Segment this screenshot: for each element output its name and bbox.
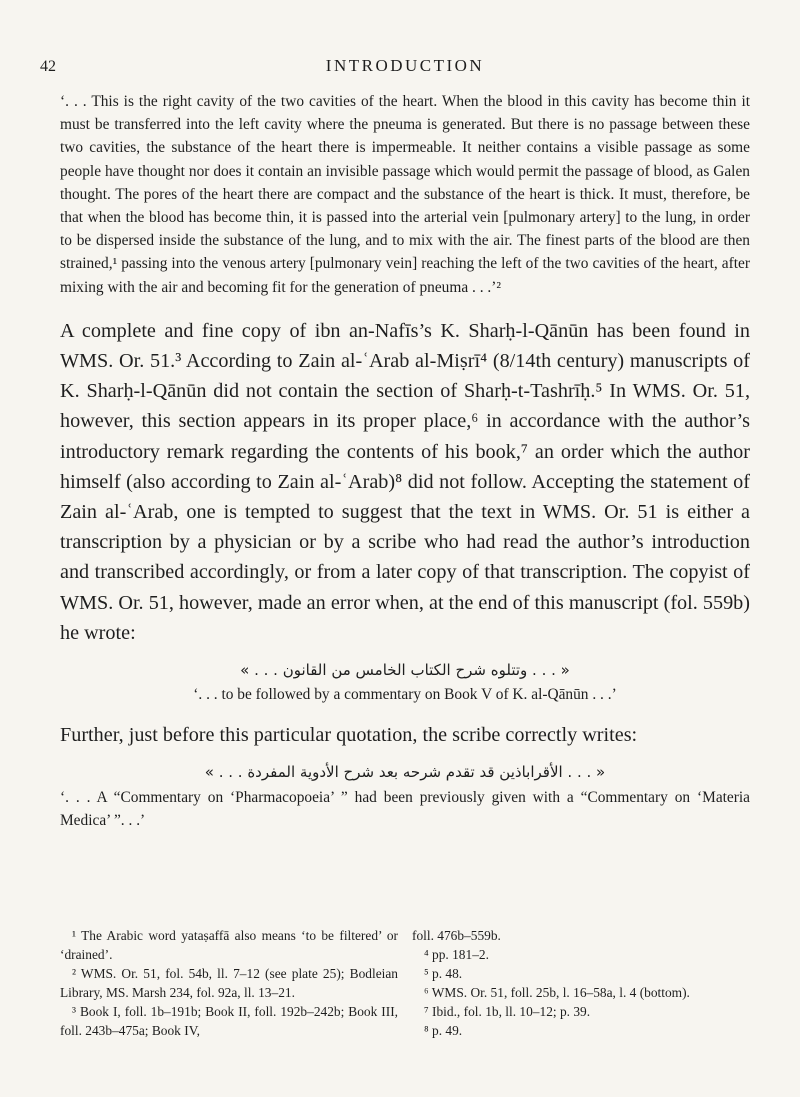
further-paragraph: Further, just before this particular quotation, the scribe correctly writes: xyxy=(60,724,638,747)
page-body xyxy=(40,52,750,833)
footnote-2: ² WMS. Or. 51, fol. 54b, ll. 7–12 (see plate 25); Bodleian Library, MS. Marsh 234, fol. 92a, ll. 13–21. xyxy=(60,966,398,1000)
running-head: INTRODUCTION xyxy=(325,56,485,75)
translation-2: ‘. . . A “Commentary on ‘Pharmacopoeia’ ” had been previously given with a “Commentary on ‘Materia Medica’ ”. . .’ xyxy=(60,789,750,830)
footnote-3: ³ Book I, foll. 1b–191b; Book II, foll. 192b–242b; Book III, foll. 243b–475a; Book IV, xyxy=(60,1004,398,1038)
main-paragraph-text: A complete and fine copy of ibn an-Nafīs’s K. Sharḥ-l-Qānūn has been found in WMS. Or. 51.³ According to Zain al-ʿArab al-Miṣrī⁴ (8/14th century) manuscripts of K. Sharḥ-l-Qānūn did not contain the section of Sharḥ-t-Tashrīḥ.⁵ In WMS. Or. 51, however, this section appears in its proper place,⁶ in accordance with the author’s introductory remark regarding the contents of his book,⁷ an order which the author himself (also according to Zain al-ʿArab)⁸ did not follow. Accepting the statement of Zain al-ʿArab, one is tempted to suggest that the text in WMS. Or. 51 is either a transcription by a physician or by a scribe who had read the author’s introduction and transcribed accordingly, or from a later copy of that transcription. The copyist of WMS. Or. 51, however, made an error when, at the end of this manuscript (fol. 559b) he wrote: xyxy=(60,319,750,644)
footnotes xyxy=(60,926,750,1040)
main-paragraph xyxy=(60,316,750,648)
quote-block: ‘. . . This is the right cavity of the two cavities of the heart. When the blood in this cavity has become thin it must be transferred into the left cavity where the pneuma is generated. But there is no passage between these two cavities, the substance of the heart there is impermeable. It neither contains a visible passage as some people have thought nor does it contain an invisible passage which would permit the passage of blood, as Galen thought. The pores of the heart there are compact and the substance of the heart is thick. It must, therefore, be that when the blood has become thin, it is passed into the arterial vein [pulmonary artery] to the lung, in order to be dispersed inside the substance of the lung, and to mix with the air. The finest parts of the blood are then strained,¹ passing into the venous artery [pulmonary vein] reaching the left of the two cavities of the heart, after mixing with the air and becoming fit for the generation of pneuma . . .’² xyxy=(60,93,750,296)
arabic-quotation-1: « . . . وتتلوه شرح الكتاب الخامس من القانون . . . » xyxy=(240,661,570,680)
footnote-8: ⁸ p. 49. xyxy=(424,1023,463,1038)
arabic-quotation-2: « . . . الأقراباذين قد تقدم شرحه بعد شرح الأدوية المفردة . . . » xyxy=(204,763,606,782)
footnote-4: ⁴ pp. 181–2. xyxy=(424,947,489,962)
footnote-6: ⁶ WMS. Or. 51, foll. 25b, l. 16–58a, l. 4 (bottom). xyxy=(424,985,690,1000)
page-header xyxy=(40,52,750,82)
footnote-3-continued: foll. 476b–559b. xyxy=(412,928,501,943)
page-number: 42 xyxy=(40,58,56,75)
footnotes-right-column xyxy=(412,926,750,1040)
footnote-7: ⁷ Ibid., fol. 1b, ll. 10–12; p. 39. xyxy=(424,1004,591,1019)
footnote-5: ⁵ p. 48. xyxy=(424,966,463,981)
footnotes-left-column xyxy=(60,926,398,1040)
footnote-1: ¹ The Arabic word yataṣaffā also means ‘to be filtered’ or ‘drained’. xyxy=(60,928,398,962)
translation-1: ‘. . . to be followed by a commentary on Book V of K. al-Qānūn . . .’ xyxy=(193,686,617,704)
